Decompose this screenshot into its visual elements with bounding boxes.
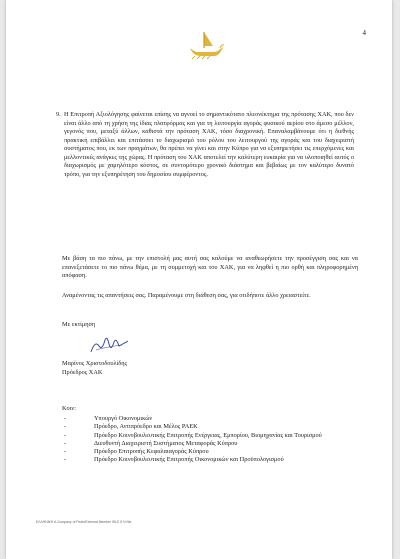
cc-item [64, 440, 364, 448]
cc-item-text: Πρόεδρο Κοινοβουλευτικής Επιτροπής Οικονομικών και Προϋπολογισμού [94, 456, 284, 464]
cc-item-text: Πρόεδρο Κοινοβουλευτικής Επιτροπής Ενέργειας, Εμπορίου, Βιομηχανίας και Τουρισμού [94, 431, 322, 439]
paragraph-request: Με βάση τα πιο πάνω, με την επιστολή μας αυτή σας καλούμε να αναθεωρήσετε την προσέγγιση σας και να επανεξετάσετε το πιο πάνω θέμα, με τη συμμετοχή και του ΧΑΚ, για να ληφθεί η πιο ορθή και πληροφορημένη απόφαση. [62, 255, 358, 279]
cc-dash: - [64, 456, 67, 464]
cc-label: Κοιν: [62, 405, 76, 412]
paragraph-awaiting: Αναμένοντας τις απαντήσεις σας. Παραμένουμε στη διάθεση σας, για οτιδήποτε άλλο χρειαστείτε. [62, 292, 311, 299]
cc-dash: - [64, 415, 67, 422]
cc-dash: - [64, 431, 67, 439]
cc-item-text: Πρόεδρο Επιτροπής Κεφαλαιαγοράς Κύπρου [94, 448, 209, 456]
document-page [6, 0, 392, 559]
cc-dash: - [64, 439, 67, 447]
cc-item-text: Διευθυντή Διαχειριστή Συστήματος Μεταφοράς Κύπρου [94, 439, 238, 447]
closing-salutation: Με εκτίμηση [62, 321, 96, 328]
signer-title: Πρόεδρος ΧΑΚ [62, 368, 103, 376]
point-text: Η Επιτροπή Αξιολόγησης φαίνεται επίσης να αγνοεί το σημαντικότατο πλεονέκτημα της πρότασης ΧΑΚ, που δεν είναι άλλο από τη χρήση της ίδιας πλατφόρμας και για τη λειτουργία αγοράς φυσικού αερίου στο άμεσο μέλλον, γεγονός που, μεταξύ άλλων, καθιστά την πρόταση ΧΑΚ, τόσο διαχρονική. Επαναλαμβάνουμε ότι η διεθνής πρακτική επιβάλλει και επιτάσσει το διαχωρισμό του ρόλου του λειτουργού της αγοράς και του διαχειριστή συστήματος που, εκ των πραγμάτων, θα πρέπει να γίνει και στην Κύπρο για να εξυπηρετήσει τις επερχόμενες και μελλοντικές ανάγκες της χώρας. Η πρόταση του ΧΑΚ αποτελεί την καλύτερη ευκαιρία για να υλοποιηθεί αυτός ο διαχωρισμός με χαμηλότερο κόστος, σε συντομότερο χρονικό διάστημα και βεβαίως με τον καλύτερο δυνατό τρόπο, για την εξυπηρέτηση του δημοσίου συμφέροντος. [64, 111, 354, 178]
ship-logo-icon [187, 30, 225, 60]
cc-dash: - [64, 423, 67, 431]
cc-item [64, 415, 364, 423]
cc-item [64, 432, 364, 440]
cc-item-text: Πρόεδρο, Αντιπρόεδρο και Μέλος ΡΑΕΚ [94, 423, 198, 431]
numbered-point [56, 111, 354, 179]
footer-text: ΕΛΛΗΝΙΚΗ Α Company of FederExternal Member ISLE 5 N Nis [36, 520, 132, 524]
signer-block [62, 360, 127, 377]
cc-item-text: Υπουργό Οικονομικών [94, 415, 153, 422]
cc-list [64, 415, 364, 465]
cc-item [64, 448, 364, 456]
cc-item [64, 456, 364, 464]
point-number: 9. [56, 111, 61, 118]
cc-item [64, 423, 364, 431]
cc-dash: - [64, 448, 67, 456]
handwritten-signature [88, 332, 132, 358]
page-number: 4 [362, 29, 366, 37]
signer-name: Μαρίνος Χριστοδουλίδης [62, 360, 127, 367]
